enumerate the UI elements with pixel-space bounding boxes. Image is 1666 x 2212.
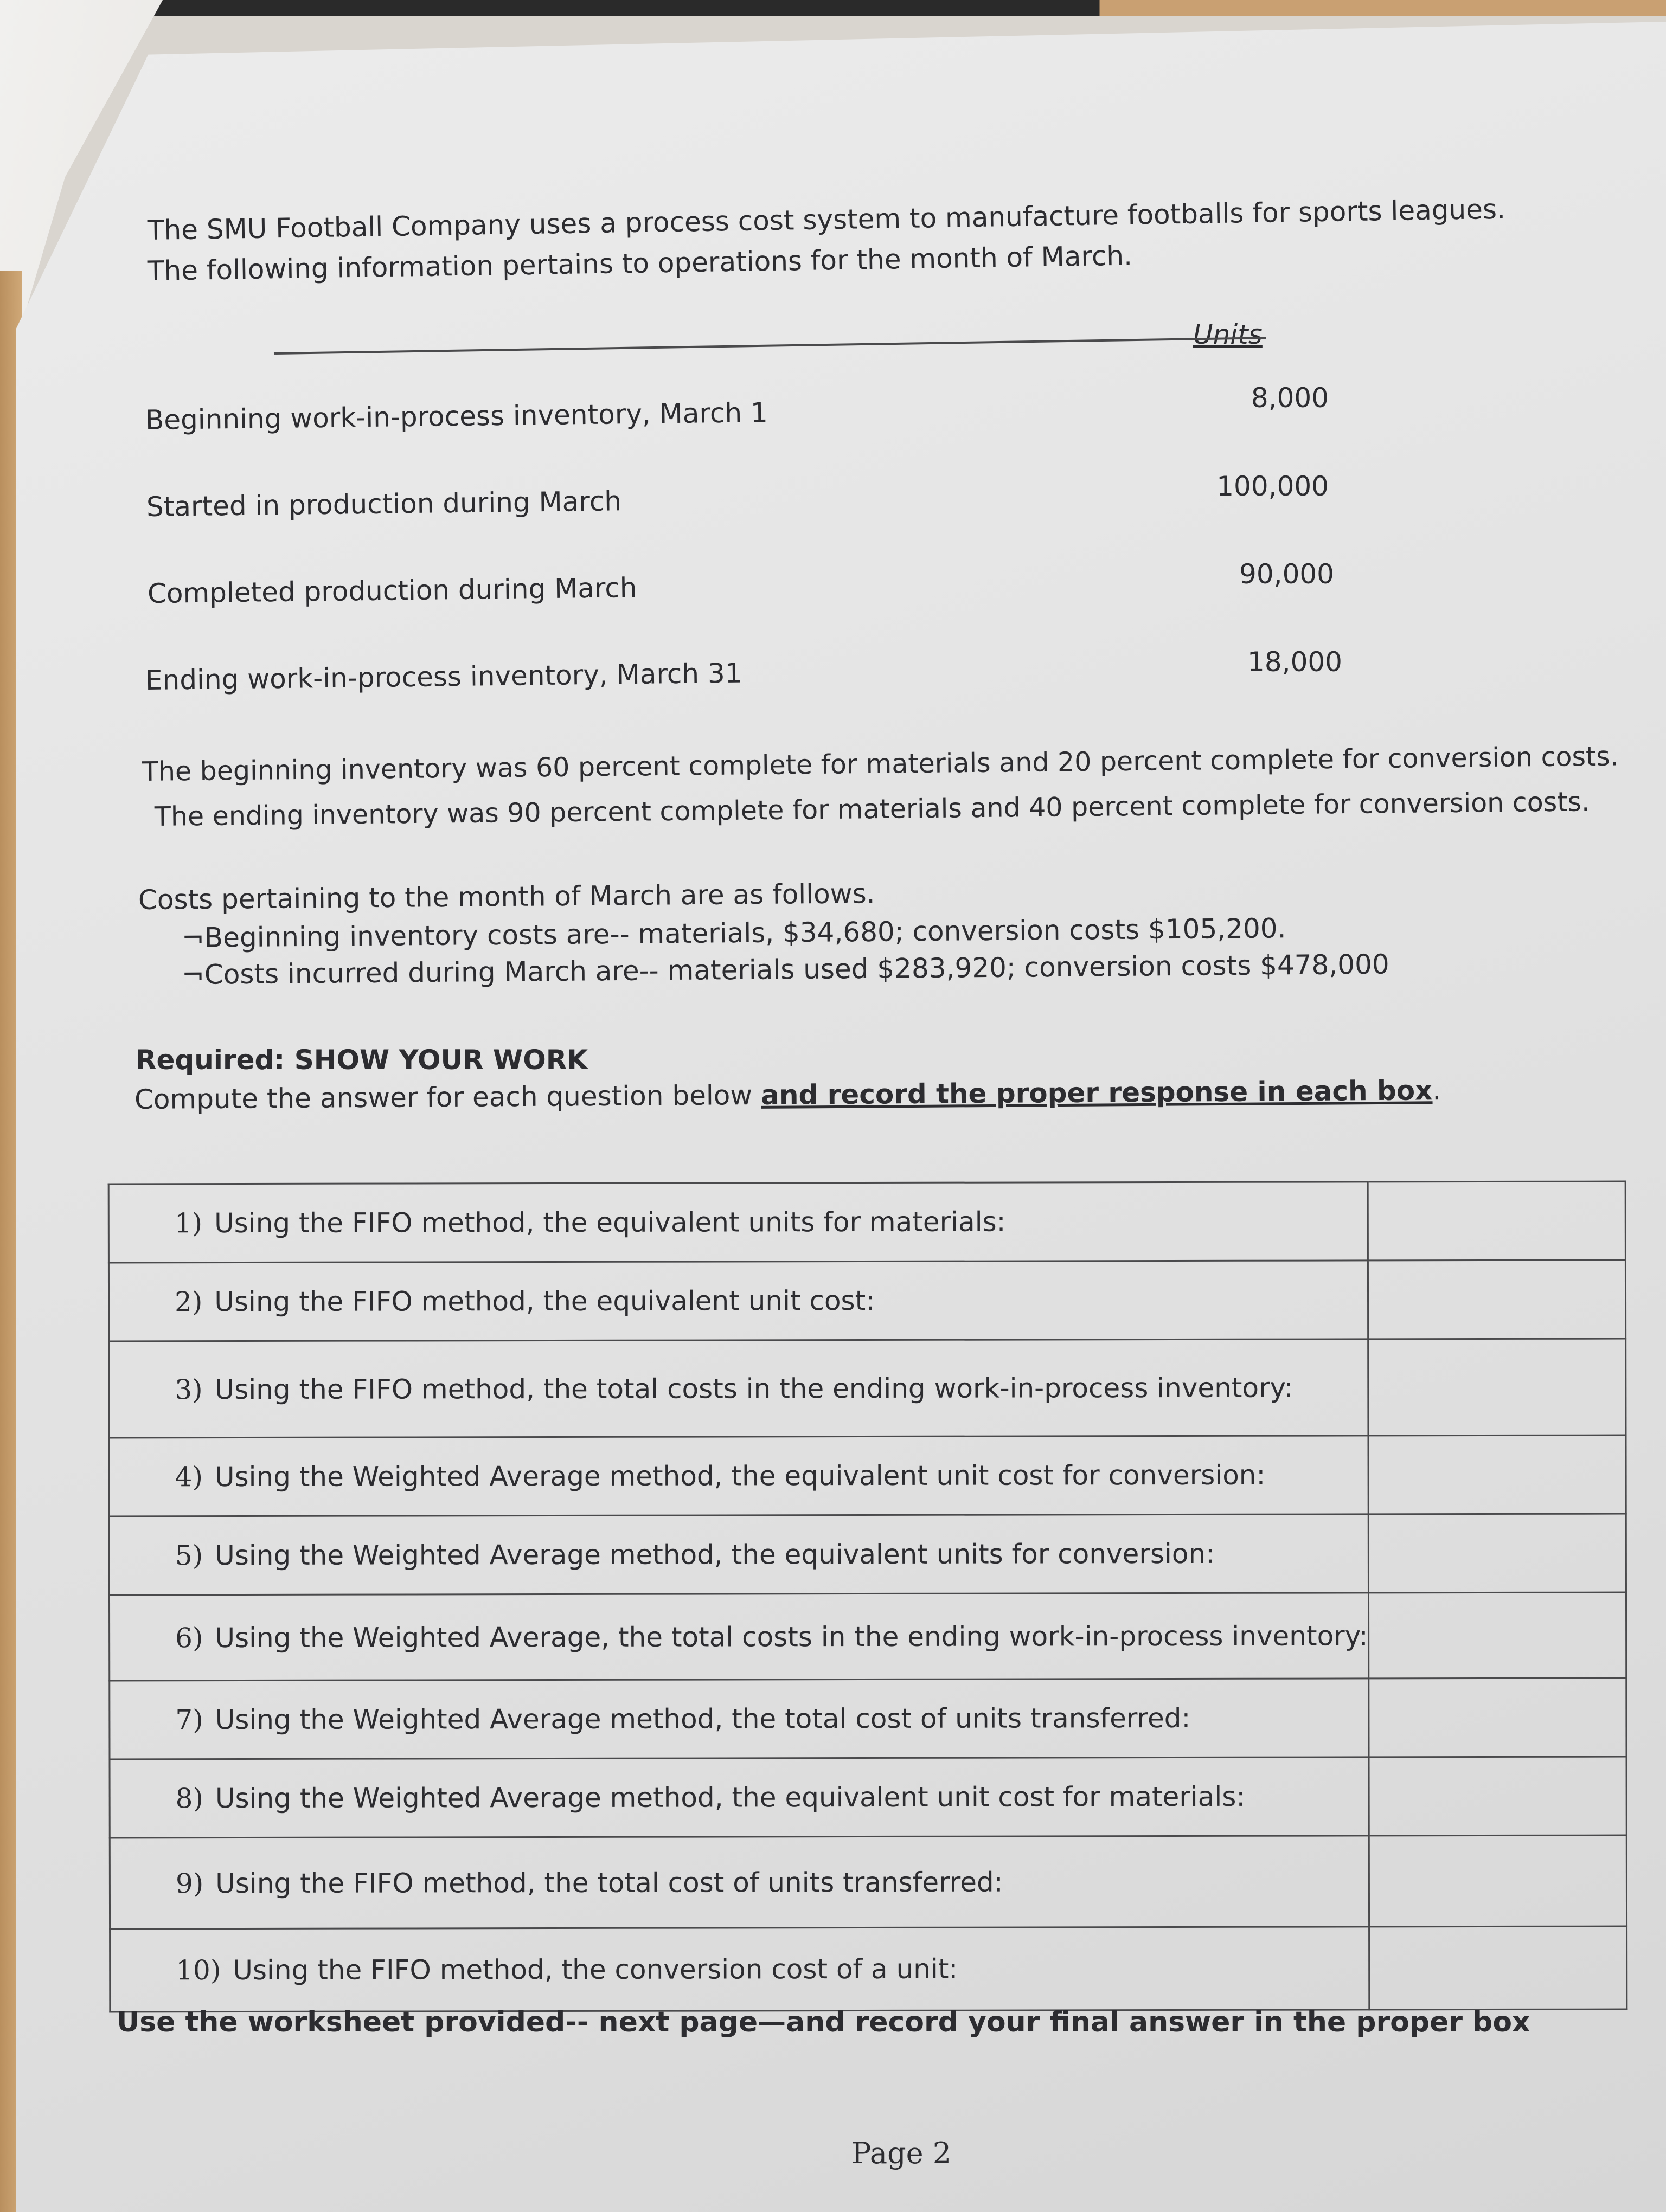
units-row-value: 8,000 — [1251, 382, 1329, 414]
question-text: Using the Weighted Average method, the equivalent unit cost for materials: — [215, 1780, 1246, 1815]
costs-item-beginning: ¬Beginning inventory costs are-- materials, $34,680; conversion costs $105,200. — [181, 912, 1286, 954]
answer-box[interactable] — [1369, 1757, 1626, 1836]
question-cell — [108, 1182, 1368, 1263]
required-instruction — [134, 1074, 1441, 1116]
question-number: 2) — [174, 1286, 203, 1318]
question-number: 5) — [175, 1540, 203, 1572]
question-row — [109, 1592, 1626, 1681]
page-number: Page 2 — [851, 2136, 952, 2170]
instruction-emphasis: and record the proper response in each box — [760, 1075, 1433, 1111]
questions-table — [108, 1181, 1628, 2013]
question-number: 8) — [175, 1783, 204, 1815]
instruction-prefix: Compute the answer for each question below — [134, 1079, 761, 1115]
question-cell — [110, 1757, 1369, 1838]
answer-box[interactable] — [1369, 1678, 1626, 1757]
question-number: 1) — [174, 1207, 203, 1239]
units-row-label: Ending work-in-process inventory, March 31 — [145, 657, 742, 696]
question-row — [110, 1757, 1626, 1838]
answer-box[interactable] — [1368, 1181, 1626, 1261]
question-number: 9) — [175, 1867, 204, 1899]
worksheet-instruction: Use the worksheet provided-- next page—and record your final answer in the proper box — [117, 2006, 1530, 2039]
question-text: Using the FIFO method, the total cost of units transferred: — [215, 1866, 1003, 1899]
units-row-value: 90,000 — [1239, 558, 1334, 590]
answer-box[interactable] — [1368, 1435, 1626, 1514]
answer-box[interactable] — [1368, 1339, 1626, 1436]
question-text: Using the Weighted Average, the total costs in the ending work-in-process inventory: — [215, 1619, 1368, 1654]
question-text: Using the Weighted Average method, the equivalent units for conversion: — [215, 1538, 1215, 1572]
question-cell — [109, 1593, 1369, 1681]
question-cell — [110, 1679, 1369, 1759]
question-text: Using the FIFO method, the equivalent unit cost: — [214, 1284, 875, 1318]
question-text: Using the FIFO method, the equivalent units for materials: — [214, 1206, 1006, 1239]
units-row-value: 100,000 — [1216, 471, 1329, 502]
question-text: Using the FIFO method, the conversion cost of a unit: — [233, 1953, 958, 1986]
answer-box[interactable] — [1368, 1260, 1626, 1339]
completion-line-2: The ending inventory was 90 percent complete for materials and 40 percent complete for conversion costs. — [154, 786, 1590, 832]
question-number: 4) — [175, 1461, 203, 1493]
question-number: 3) — [175, 1373, 203, 1405]
units-row-label: Completed production during March — [147, 571, 637, 609]
intro-line-2: The following information pertains to operations for the month of March. — [147, 240, 1133, 287]
question-number: 6) — [175, 1622, 203, 1654]
required-heading: Required: SHOW YOUR WORK — [136, 1044, 588, 1076]
question-cell — [109, 1436, 1369, 1516]
answer-box[interactable] — [1369, 1926, 1627, 2010]
costs-heading: Costs pertaining to the month of March are as follows. — [138, 878, 875, 916]
question-row — [109, 1435, 1626, 1516]
question-row — [110, 1835, 1626, 1929]
instruction-suffix: . — [1432, 1075, 1441, 1107]
question-text: Using the Weighted Average method, the equivalent unit cost for conversion: — [214, 1459, 1266, 1493]
question-row — [109, 1339, 1626, 1438]
answer-box[interactable] — [1369, 1835, 1627, 1927]
question-row — [108, 1260, 1625, 1341]
question-cell — [110, 1836, 1369, 1929]
question-text: Using the FIFO method, the total costs in the ending work-in-process inventory: — [214, 1372, 1293, 1405]
question-cell — [109, 1514, 1369, 1595]
answer-box[interactable] — [1369, 1514, 1626, 1593]
question-cell — [109, 1339, 1369, 1438]
question-row — [110, 1926, 1627, 2012]
question-cell — [110, 1927, 1370, 2012]
question-row — [109, 1514, 1626, 1595]
question-number: 7) — [175, 1704, 203, 1736]
costs-item-incurred: ¬Costs incurred during March are-- materials used $283,920; conversion costs $478,000 — [181, 948, 1389, 991]
units-column-header: Units — [1193, 319, 1263, 350]
question-row — [108, 1181, 1625, 1263]
question-row — [110, 1678, 1626, 1759]
units-row-value: 18,000 — [1247, 646, 1342, 678]
header-rule — [274, 337, 1266, 355]
units-row-label: Started in production during March — [146, 485, 622, 523]
answer-box[interactable] — [1369, 1592, 1626, 1679]
question-number: 10) — [176, 1954, 221, 1986]
intro-line-1: The SMU Football Company uses a process cost system to manufacture footballs for sports leagues. — [147, 193, 1506, 246]
units-row-label: Beginning work-in-process inventory, March 1 — [145, 396, 768, 436]
question-cell — [108, 1261, 1368, 1341]
completion-line-1: The beginning inventory was 60 percent complete for materials and 20 percent complete for conversion costs. — [142, 741, 1619, 787]
question-text: Using the Weighted Average method, the total cost of units transferred: — [215, 1702, 1191, 1736]
